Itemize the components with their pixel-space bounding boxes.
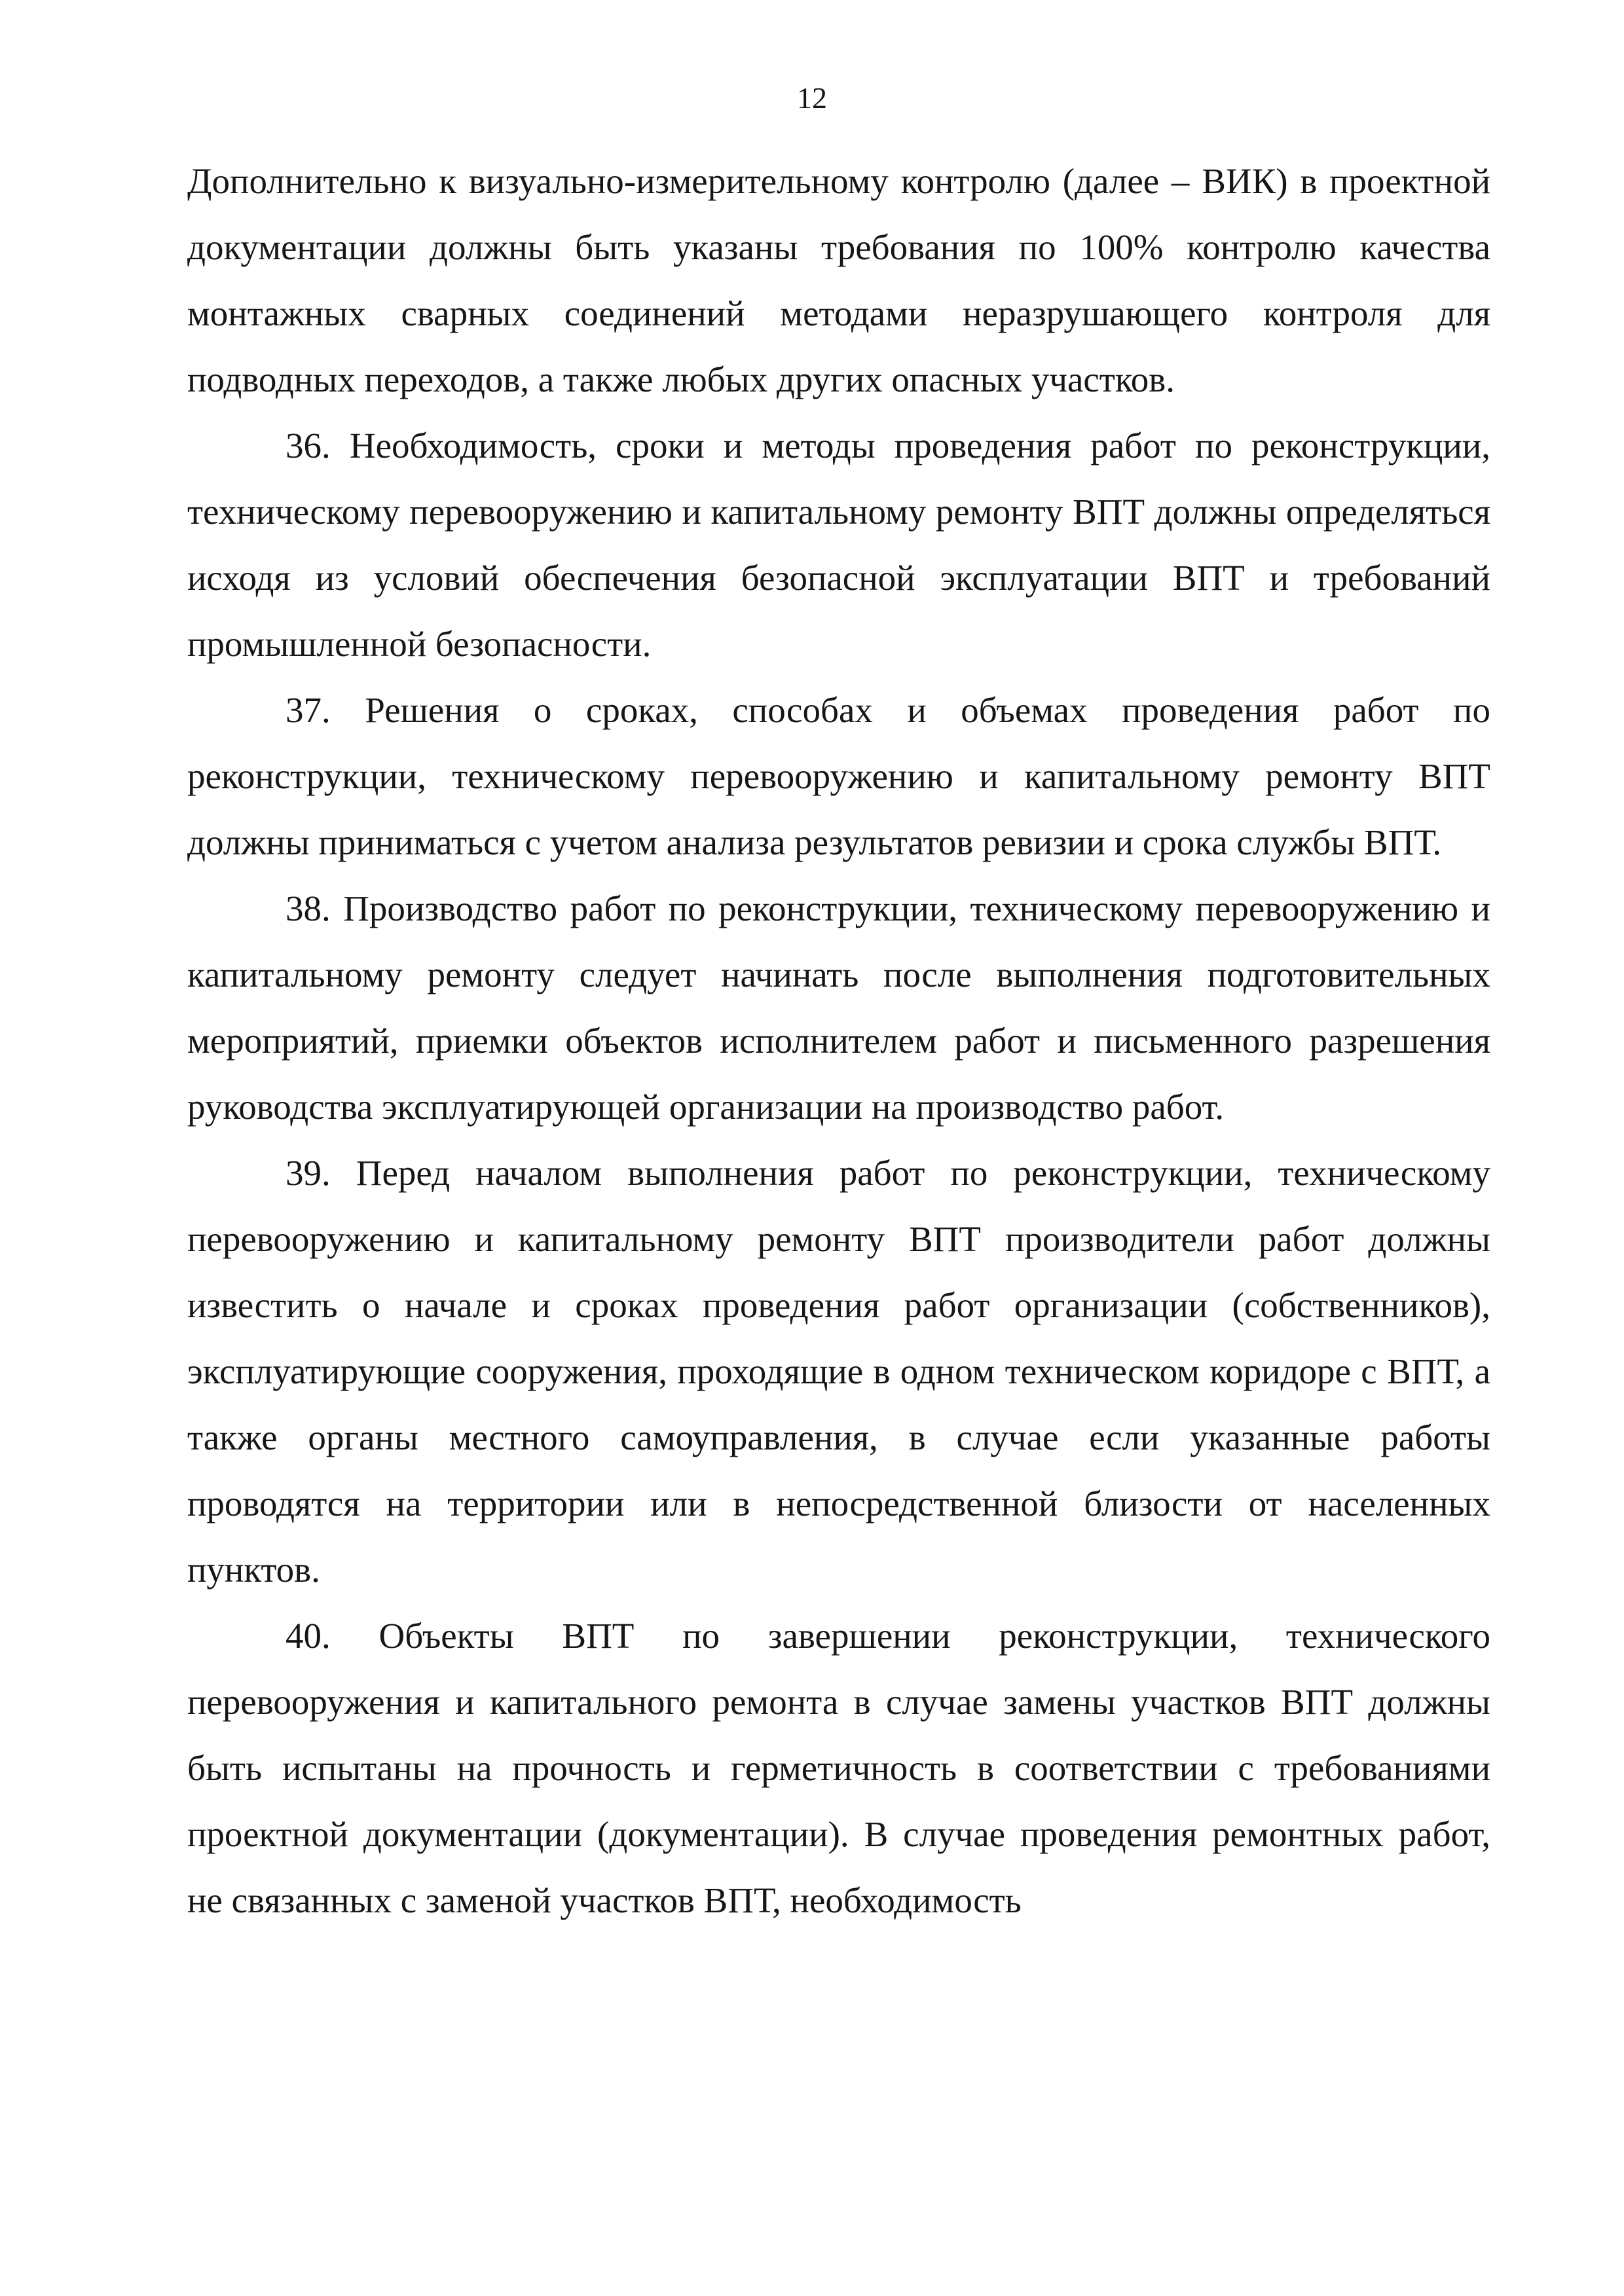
paragraph-text: Решения о сроках, способах и объемах проведения работ по реконструкции, техническому перевооружению и капитальному ремонту ВПТ должны приниматься с учетом анализа результатов ревизии и срока службы ВПТ. bbox=[187, 690, 1490, 862]
paragraph-continued bbox=[187, 148, 1490, 412]
paragraph-37 bbox=[187, 677, 1490, 875]
paragraph-number: 39. bbox=[286, 1153, 331, 1193]
paragraph-number: 38. bbox=[286, 888, 331, 928]
paragraph-38 bbox=[187, 875, 1490, 1140]
paragraph-text: Объекты ВПТ по завершении реконструкции, технического перевооружения и капитального ремонта в случае замены участков ВПТ должны быть испытаны на прочность и герметичность в соответствии с требованиями проектной документации (документации). В случае проведения ремонтных работ, не связанных с заменой участков ВПТ, необходимость bbox=[187, 1616, 1490, 1920]
paragraph-text: Перед началом выполнения работ по реконструкции, техническому перевооружению и капитальному ремонту ВПТ производители работ должны известить о начале и сроках проведения работ организации (собственников), эксплуатирующие сооружения, проходящие в одном техническом коридоре с ВПТ, а также органы местного самоуправления, в случае если указанные работы проводятся на территории или в непосредственной близости от населенных пунктов. bbox=[187, 1153, 1491, 1590]
paragraph-number: 37. bbox=[286, 690, 331, 730]
paragraph-text: Необходимость, сроки и методы проведения работ по реконструкции, техническому перевооружению и капитальному ремонту ВПТ должны определяться исходя из условий обеспечения безопасной эксплуатации ВПТ и требований промышленной безопасности. bbox=[187, 426, 1490, 664]
paragraph-40 bbox=[187, 1603, 1490, 1933]
paragraph-36 bbox=[187, 412, 1490, 677]
paragraph-text: Производство работ по реконструкции, техническому перевооружению и капитальному ремонту следует начинать после выполнения подготовительных мероприятий, приемки объектов исполнителем работ и письменного разрешения руководства эксплуатирующей организации на производство работ. bbox=[187, 888, 1490, 1127]
paragraph-number: 36. bbox=[286, 426, 331, 465]
paragraph-text: Дополнительно к визуально-измерительному контролю (далее – ВИК) в проектной документации должны быть указаны требования по 100% контролю качества монтажных сварных соединений методами неразрушающего контроля для подводных переходов, а также любых других опасных участков. bbox=[187, 161, 1490, 399]
paragraph-number: 40. bbox=[286, 1616, 331, 1656]
paragraph-39 bbox=[187, 1140, 1490, 1603]
body-text bbox=[187, 148, 1490, 1933]
page-number: 12 bbox=[797, 81, 827, 115]
